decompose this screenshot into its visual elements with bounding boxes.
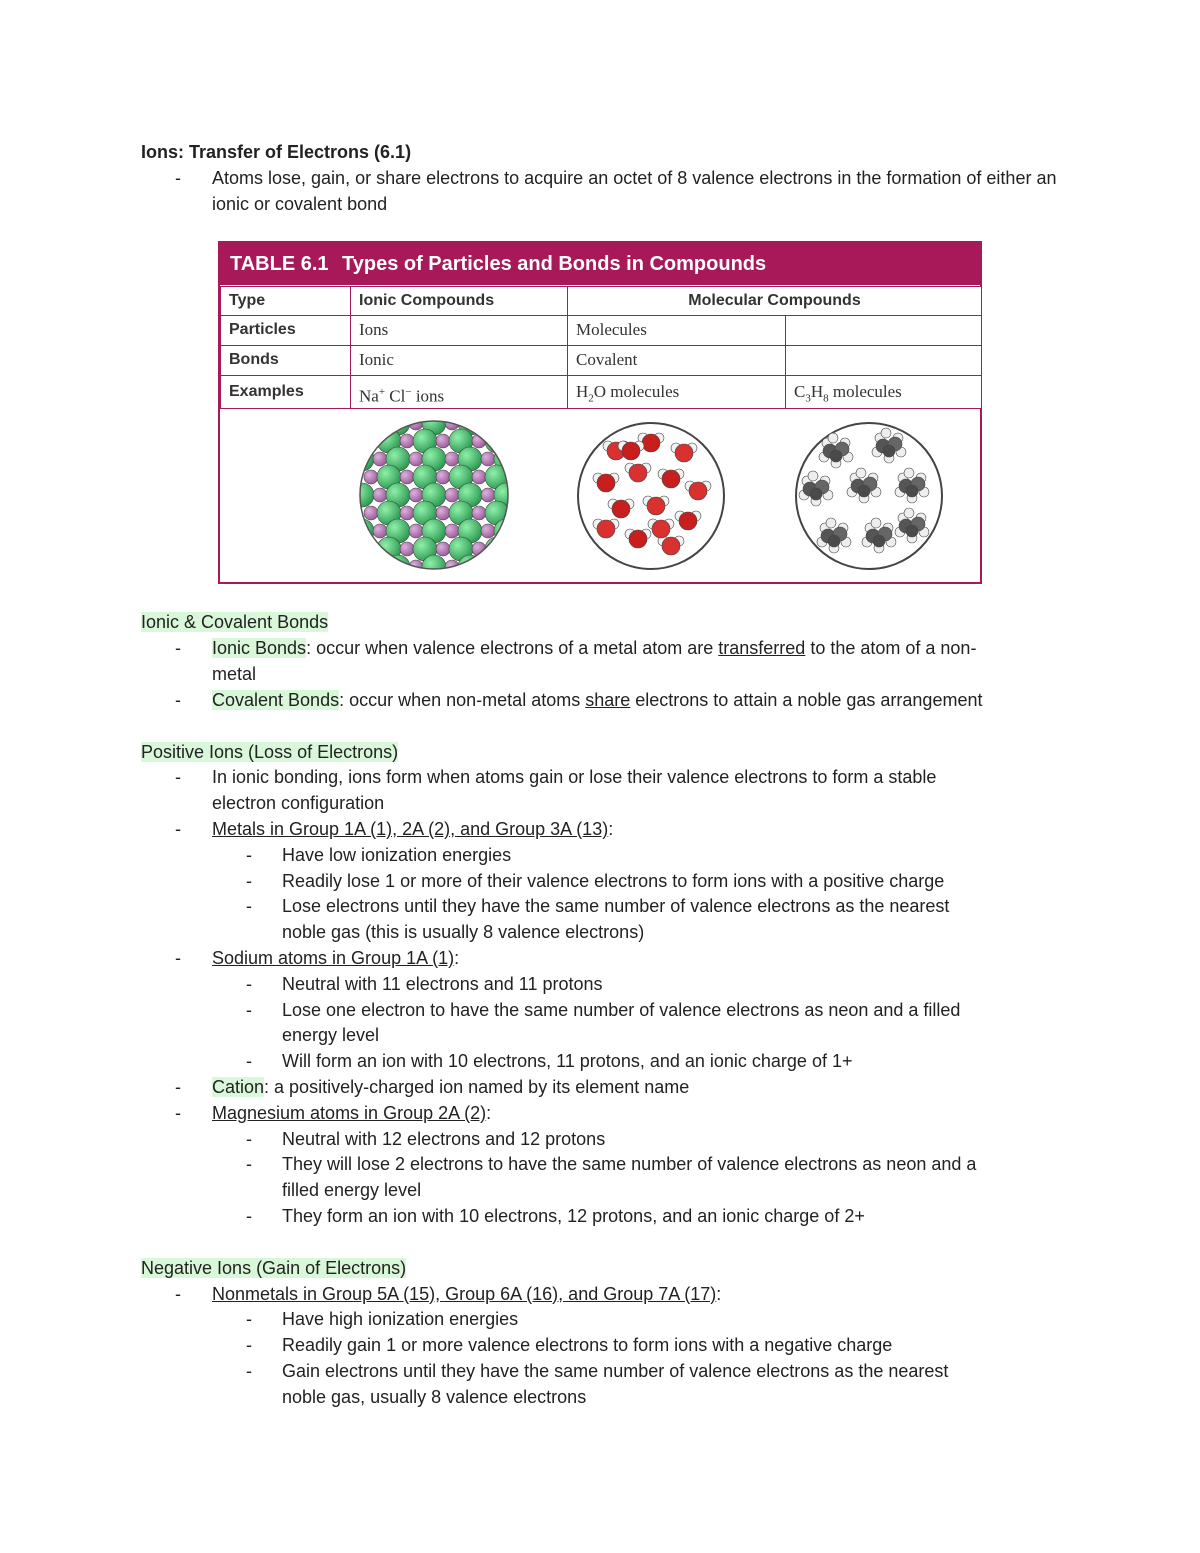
bullet-dash: - bbox=[175, 1283, 181, 1304]
term-ionic-bonds: Ionic Bonds bbox=[212, 638, 307, 659]
list-item bbox=[141, 636, 1061, 688]
sodium-ion bbox=[364, 434, 378, 448]
sodium-ion bbox=[481, 524, 495, 538]
oxygen-atom bbox=[629, 464, 647, 482]
hydrogen-atom bbox=[904, 508, 914, 518]
list-item bbox=[141, 972, 1061, 998]
list-item bbox=[141, 1075, 1061, 1101]
bullet-dash: - bbox=[246, 1309, 252, 1330]
list-text: energy level bbox=[282, 1025, 380, 1046]
carbon-atom bbox=[830, 450, 842, 462]
sodium-ion bbox=[400, 542, 414, 556]
sodium-ion bbox=[409, 524, 423, 538]
sodium-ion bbox=[373, 452, 387, 466]
bullet-dash: - bbox=[246, 896, 252, 917]
list-text: Readily lose 1 or more of their valence electrons to form ions with a positive charge bbox=[282, 870, 945, 891]
sodium-ion bbox=[436, 470, 450, 484]
row-label-particles: Particles bbox=[220, 315, 351, 346]
list-text: Atoms lose, gain, or share electrons to acquire an octet of 8 valence electrons in the formation of either an ionic or covalent bond bbox=[212, 167, 1057, 214]
nonmetals-heading: Nonmetals in Group 5A (15), Group 6A (16), and Group 7A (17) bbox=[212, 1283, 717, 1304]
bullet-dash: - bbox=[246, 844, 252, 865]
list-item bbox=[141, 1282, 1061, 1308]
list-text: : a positively-charged ion named by its element name bbox=[264, 1076, 690, 1097]
sodium-ion bbox=[508, 470, 510, 484]
oxygen-atom bbox=[689, 482, 707, 500]
bullet-dash: - bbox=[246, 870, 252, 891]
bullet-dash: - bbox=[246, 1360, 252, 1381]
list-item bbox=[141, 166, 1061, 218]
oxygen-atom bbox=[679, 512, 697, 530]
subscript: 3 bbox=[805, 392, 811, 405]
sodium-ion bbox=[436, 506, 450, 520]
hydrogen-atom bbox=[828, 433, 838, 443]
bullet-dash: - bbox=[175, 767, 181, 788]
sodium-ion bbox=[364, 506, 378, 520]
list-item bbox=[141, 817, 1061, 843]
sodium-ion bbox=[481, 452, 495, 466]
bullet-dash: - bbox=[175, 818, 181, 839]
example-text: Na bbox=[359, 386, 379, 406]
oxygen-atom bbox=[629, 530, 647, 548]
list-text: Gain electrons until they have the same number of valence electrons as the nearest bbox=[282, 1360, 949, 1381]
colon: : bbox=[486, 1102, 492, 1123]
oxygen-atom bbox=[642, 434, 660, 452]
cell-examples-water bbox=[567, 375, 786, 409]
list-text: : occur when valence electrons of a metal atom are bbox=[306, 638, 719, 659]
colon: : bbox=[454, 947, 460, 968]
oxygen-atom bbox=[652, 520, 670, 538]
list-item bbox=[141, 1359, 1061, 1411]
list-text: They form an ion with 10 electrons, 12 protons, and an ionic charge of 2+ bbox=[282, 1205, 865, 1226]
list-text: noble gas (this is usually 8 valence electrons) bbox=[282, 922, 645, 943]
example-text: O molecules bbox=[593, 382, 680, 401]
sodium-ion bbox=[364, 470, 378, 484]
sodium-ion bbox=[400, 434, 414, 448]
list-text: Have high ionization energies bbox=[282, 1309, 519, 1330]
list-item bbox=[141, 765, 1061, 817]
bullet-dash: - bbox=[246, 1335, 252, 1356]
bullet-dash: - bbox=[246, 1128, 252, 1149]
example-text: molecules bbox=[828, 382, 902, 401]
sodium-ion bbox=[508, 542, 510, 556]
row-label-examples: Examples bbox=[220, 375, 351, 409]
sodium-ion bbox=[445, 452, 459, 466]
subscript: 2 bbox=[588, 392, 594, 405]
header-molecular: Molecular Compounds bbox=[567, 286, 982, 316]
table-number: TABLE 6.1 bbox=[230, 253, 329, 275]
sodium-ion bbox=[481, 488, 495, 502]
chloride-ion bbox=[358, 555, 374, 571]
sodium-ion bbox=[373, 419, 387, 430]
sodium-ion bbox=[373, 560, 387, 571]
sodium-ion bbox=[445, 488, 459, 502]
sodium-ion bbox=[373, 524, 387, 538]
cell-bonds-empty bbox=[785, 345, 982, 376]
carbon-atom bbox=[883, 445, 895, 457]
oxygen-atom bbox=[662, 537, 680, 555]
sodium-ion bbox=[409, 488, 423, 502]
list-item bbox=[141, 946, 1061, 972]
oxygen-atom bbox=[612, 500, 630, 518]
bullet-dash: - bbox=[175, 947, 181, 968]
oxygen-atom bbox=[662, 470, 680, 488]
sodium-ion bbox=[409, 452, 423, 466]
hydrogen-atom bbox=[826, 518, 836, 528]
sodium-ion bbox=[481, 419, 495, 430]
list-item bbox=[141, 1049, 1061, 1075]
oxygen-atom bbox=[597, 474, 615, 492]
bullet-dash: - bbox=[175, 167, 181, 188]
carbon-atom bbox=[873, 535, 885, 547]
subscript: 8 bbox=[823, 392, 829, 405]
chloride-ion bbox=[494, 419, 510, 435]
list-item bbox=[141, 1204, 1061, 1230]
example-text: C bbox=[794, 382, 806, 401]
list-text: to the atom of a non- bbox=[805, 638, 977, 659]
bullet-dash: - bbox=[175, 1102, 181, 1123]
example-text: ions bbox=[411, 386, 445, 406]
list-item bbox=[141, 1127, 1061, 1153]
chloride-ion bbox=[494, 555, 510, 571]
list-text: Readily gain 1 or more valence electrons to form ions with a negative charge bbox=[282, 1335, 893, 1356]
sodium-ion bbox=[400, 506, 414, 520]
list-item bbox=[141, 843, 1061, 869]
example-text: H bbox=[810, 382, 824, 401]
cell-particles-ionic: Ions bbox=[350, 315, 568, 346]
hydrogen-atom bbox=[856, 468, 866, 478]
chloride-ion bbox=[485, 537, 509, 561]
list-item bbox=[141, 1101, 1061, 1127]
list-text: : occur when non-metal atoms bbox=[339, 689, 586, 710]
sodium-ion bbox=[445, 524, 459, 538]
list-text: Will form an ion with 10 electrons, 11 protons, and an ionic charge of 1+ bbox=[282, 1051, 853, 1072]
table-header-bar bbox=[220, 243, 980, 285]
bullet-dash: - bbox=[246, 973, 252, 994]
oxygen-atom bbox=[647, 497, 665, 515]
section-title-ions: Ions: Transfer of Electrons (6.1) bbox=[141, 142, 412, 162]
table-figure bbox=[218, 241, 982, 584]
list-text: In ionic bonding, ions form when atoms gain or lose their valence electrons to form a stable bbox=[212, 767, 937, 788]
sodium-ion bbox=[400, 470, 414, 484]
bullet-dash: - bbox=[246, 1205, 252, 1226]
bullet-dash: - bbox=[175, 1076, 181, 1097]
carbon-atom bbox=[906, 485, 918, 497]
sodium-ion bbox=[508, 506, 510, 520]
cell-bonds-molecular: Covalent bbox=[567, 345, 786, 376]
header-ionic: Ionic Compounds bbox=[350, 286, 568, 316]
cell-particles-molecular: Molecules bbox=[567, 315, 786, 346]
term-cation: Cation bbox=[212, 1076, 265, 1097]
section-title-positive-ions: Positive Ions (Loss of Electrons) bbox=[141, 741, 399, 762]
list-text: noble gas, usually 8 valence electrons bbox=[282, 1386, 587, 1407]
oxygen-atom bbox=[675, 444, 693, 462]
term-share: share bbox=[585, 689, 631, 710]
cell-examples-propane bbox=[785, 375, 982, 409]
propane-molecules-image bbox=[794, 421, 944, 571]
sodium-ion bbox=[373, 488, 387, 502]
term-transferred: transferred bbox=[718, 638, 806, 659]
cell-examples-ionic bbox=[350, 375, 568, 409]
nacl-lattice-image bbox=[358, 419, 510, 571]
sodium-ion bbox=[481, 560, 495, 571]
list-text: Neutral with 11 electrons and 11 protons bbox=[282, 973, 603, 994]
metals-heading: Metals in Group 1A (1), 2A (2), and Group 3A (13) bbox=[212, 818, 609, 839]
colon: : bbox=[716, 1283, 722, 1304]
header-type: Type bbox=[220, 286, 351, 316]
list-text: electrons to attain a noble gas arrangement bbox=[630, 689, 983, 710]
list-text: filled energy level bbox=[282, 1180, 422, 1201]
carbon-atom bbox=[828, 535, 840, 547]
list-text: Neutral with 12 electrons and 12 protons bbox=[282, 1128, 606, 1149]
chloride-ion bbox=[358, 419, 374, 435]
list-text: Have low ionization energies bbox=[282, 844, 512, 865]
list-text: metal bbox=[212, 663, 257, 684]
hydrogen-atom bbox=[904, 468, 914, 478]
example-text: H bbox=[576, 382, 589, 401]
superscript: − bbox=[405, 386, 412, 398]
oxygen-atom bbox=[622, 442, 640, 460]
superscript: + bbox=[378, 386, 386, 398]
bullet-dash: - bbox=[246, 999, 252, 1020]
section-title-negative-ions: Negative Ions (Gain of Electrons) bbox=[141, 1257, 407, 1278]
list-item bbox=[141, 869, 1061, 895]
sodium-ion bbox=[436, 542, 450, 556]
carbon-atom bbox=[810, 488, 822, 500]
hydrogen-atom bbox=[808, 471, 818, 481]
sodium-ion bbox=[436, 434, 450, 448]
bullet-dash: - bbox=[246, 1154, 252, 1175]
example-text: Cl bbox=[385, 386, 406, 406]
list-item bbox=[141, 894, 1061, 946]
cell-bonds-ionic: Ionic bbox=[350, 345, 568, 376]
sodium-heading: Sodium atoms in Group 1A (1) bbox=[212, 947, 455, 968]
sodium-ion bbox=[472, 506, 486, 520]
list-text: They will lose 2 electrons to have the same number of valence electrons as neon and a bbox=[282, 1154, 977, 1175]
water-molecules-image bbox=[576, 421, 726, 571]
carbon-atom bbox=[858, 485, 870, 497]
bullet-dash: - bbox=[246, 1051, 252, 1072]
sodium-ion bbox=[364, 542, 378, 556]
section-title-bonds: Ionic & Covalent Bonds bbox=[141, 612, 329, 633]
term-covalent-bonds: Covalent Bonds bbox=[212, 689, 340, 710]
list-text: Lose one electron to have the same number of valence electrons as neon and a filled bbox=[282, 999, 961, 1020]
oxygen-atom bbox=[597, 520, 615, 538]
sodium-ion bbox=[472, 470, 486, 484]
hydrogen-atom bbox=[871, 518, 881, 528]
magnesium-heading: Magnesium atoms in Group 2A (2) bbox=[212, 1102, 487, 1123]
table-title: Types of Particles and Bonds in Compounds bbox=[342, 253, 767, 275]
row-label-bonds: Bonds bbox=[220, 345, 351, 376]
cell-particles-empty bbox=[785, 315, 982, 346]
colon: : bbox=[608, 818, 614, 839]
list-item bbox=[141, 998, 1061, 1050]
bullet-dash: - bbox=[175, 638, 181, 659]
carbon-atom bbox=[906, 525, 918, 537]
list-item bbox=[141, 1152, 1061, 1204]
hydrogen-atom bbox=[881, 428, 891, 438]
list-text: Lose electrons until they have the same number of valence electrons as the nearest bbox=[282, 896, 950, 917]
chloride-ion bbox=[485, 429, 509, 453]
list-item bbox=[141, 1333, 1061, 1359]
list-item bbox=[141, 1307, 1061, 1333]
sodium-ion bbox=[508, 434, 510, 448]
bullet-dash: - bbox=[175, 689, 181, 710]
list-text: electron configuration bbox=[212, 793, 385, 814]
list-item bbox=[141, 688, 1061, 714]
